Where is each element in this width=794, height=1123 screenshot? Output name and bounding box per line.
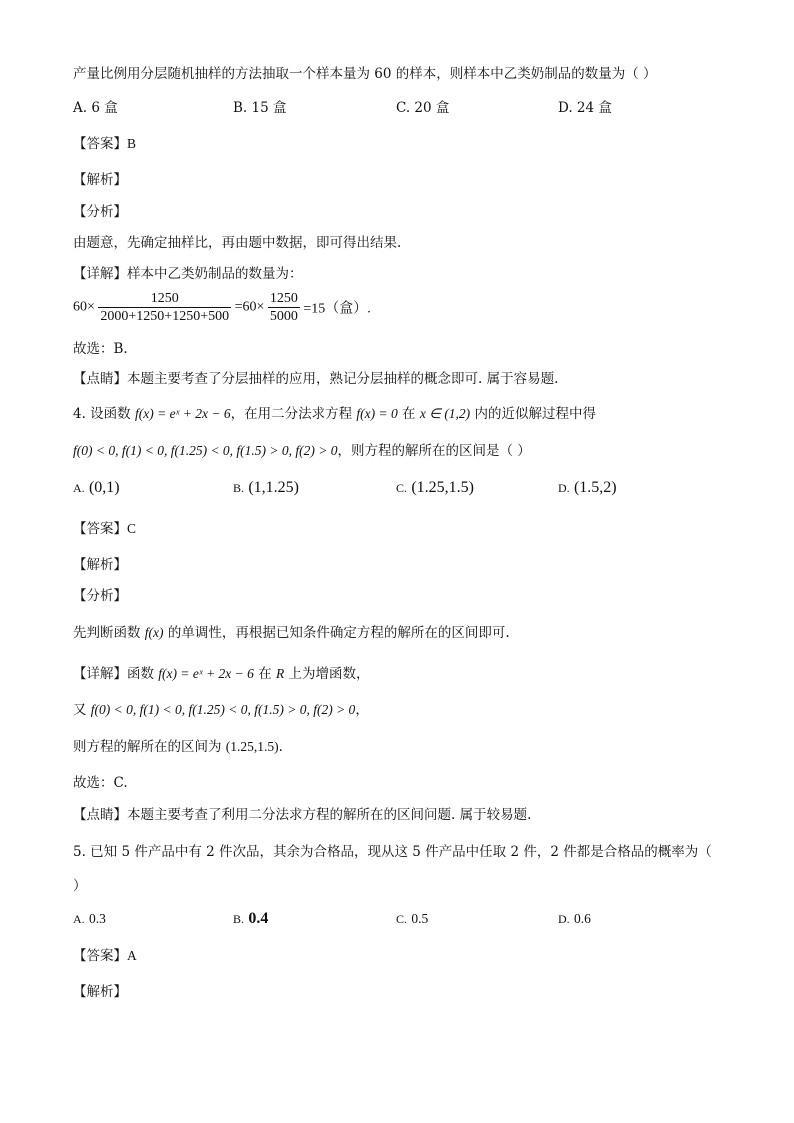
question-3-jiexi-tag: 【解析】 [73,172,127,188]
question-3-fenxi-tag: 【分析】 [73,204,127,220]
option-letter: A. [73,481,85,495]
option-b: B. 15 盒 [233,100,287,116]
stem-text: ，在用二分法求方程 [230,406,357,422]
question-4-answer [73,519,136,539]
option-b [233,909,268,929]
option-value: 0.4 [248,910,269,927]
function-symbol: f(x) [144,625,164,640]
question-3-detail [73,264,303,284]
function-expression: f(x) = eˣ + 2x − 6 [134,406,231,421]
option-value: (1.25,1.5) [411,479,474,496]
question-4-conclusion [73,737,283,757]
answer-value: C [127,521,137,536]
question-4-conditions [73,700,369,720]
question-3-answer [73,134,136,154]
formula-lead: 60× [73,299,95,315]
option-c [396,478,474,498]
question-3-options [73,98,733,118]
answer-tag: 【答案】 [73,521,127,537]
formula-fraction-1 [98,290,231,325]
question-5-answer [73,946,137,966]
question-4-choose: 故选：C. [73,775,128,791]
option-value: (1,1.25) [248,479,299,496]
option-letter: C. [396,481,408,495]
option-letter: B. [233,912,245,926]
fenxi-text: 先判断函数 [73,625,145,641]
option-d [558,478,617,498]
answer-tag: 【答案】 [73,948,127,964]
comment-tag: 【点睛】 [73,807,127,823]
option-b [233,478,299,498]
detail-text: 在 [253,666,276,682]
question-5-stem-line-1: 5. 已知 5 件产品中有 2 件次品，其余为合格品，现从这 5 件产品中任取 2 件，2 件都是合格品的概率为（ [73,844,712,860]
option-value: 0.5 [411,911,429,926]
question-3-choose: 故选：B. [73,341,128,357]
question-4-fenxi-text [73,623,510,643]
detail-text: 又 [73,702,91,718]
question-5-options [73,909,733,929]
answer-value: A [127,948,137,963]
fraction-2-numerator: 1250 [269,291,298,306]
question-4-jiexi-tag: 【解析】 [73,557,127,573]
comment-tag: 【点睛】 [73,371,127,387]
option-d [558,909,591,929]
formula-fraction-2 [268,290,300,325]
equation-expression: f(x) = 0 [356,406,398,421]
detail-text: 则方程的解所在的区间为 [73,739,226,755]
option-value: (1.5,2) [573,479,617,496]
question-3-stem: 产量比例用分层随机抽样的方法抽取一个样本量为 60 的样本，则样本中乙类奶制品的数量为（ ） [73,66,657,82]
sign-conditions: f(0) < 0, f(1) < 0, f(1.25) < 0, f(1.5) > 0, f(2) > 0 [73,443,338,458]
fraction-1-numerator: 1250 [98,290,231,308]
option-letter: A. [73,912,85,926]
question-3-fenxi-text: 由题意，先确定抽样比，再由题中数据，即可得出结果. [73,235,402,251]
detail-text: ， [355,702,369,718]
question-4-options [73,478,733,498]
question-4-stem-line-2 [73,441,531,461]
domain-expression: x ∈ (1,2) [419,406,471,421]
question-5-stem-line-2: ） [73,878,87,894]
detail-tag: 【详解】 [73,266,127,282]
option-value: 0.3 [88,911,106,926]
interval-value: (1.25,1.5) [225,739,279,754]
formula-mid: =60× [234,299,265,315]
option-value: 0.6 [573,911,591,926]
fraction-2-denominator: 5000 [269,309,298,324]
option-letter: C. [396,912,408,926]
option-d: D. 24 盒 [558,100,612,116]
detail-tag: 【详解】 [73,666,127,682]
answer-value: B [127,136,137,151]
function-expression: f(x) = eˣ + 2x − 6 [158,666,254,681]
option-letter: D. [558,912,570,926]
detail-text: 样本中乙类奶制品的数量为： [127,266,303,282]
answer-tag: 【答案】 [73,136,127,152]
comment-text: 本题主要考查了分层抽样的应用，熟记分层抽样的概念即可. 属于容易题. [127,371,559,387]
stem-text: ，则方程的解所在的区间是（ ） [337,443,531,459]
fraction-1-denominator: 2000+1250+1250+500 [100,309,230,324]
option-letter: D. [558,481,570,495]
option-a [73,909,106,929]
option-a: A. 6 盒 [73,100,118,116]
option-c [396,909,428,929]
fenxi-text: 的单调性，再根据已知条件确定方程的解所在的区间即可. [163,625,510,641]
stem-text: 在 [397,406,420,422]
detail-text: 函数 [127,666,159,682]
detail-text: . [278,739,283,755]
stem-text: 4. 设函数 [73,406,135,422]
detail-text: 上为增函数， [284,666,370,682]
question-3-comment [73,369,558,389]
question-4-fenxi-tag: 【分析】 [73,588,127,604]
stem-text: 内的近似解过程中得 [470,406,596,422]
question-5-jiexi-tag: 【解析】 [73,984,127,1000]
real-set-symbol: R [276,666,285,681]
option-value: (0,1) [88,479,120,496]
formula-tail: =15（盒）. [303,301,371,317]
question-4-detail [73,664,370,684]
comment-text: 本题主要考查了利用二分法求方程的解所在的区间问题. 属于较易题. [127,807,532,823]
sign-conditions: f(0) < 0, f(1) < 0, f(1.25) < 0, f(1.5) > 0, f(2) > 0 [90,702,356,717]
option-a [73,478,120,498]
option-c: C. 20 盒 [396,100,450,116]
question-3-formula [73,290,371,325]
question-4-stem-line-1 [73,404,596,424]
option-letter: B. [233,481,245,495]
question-4-comment [73,805,531,825]
